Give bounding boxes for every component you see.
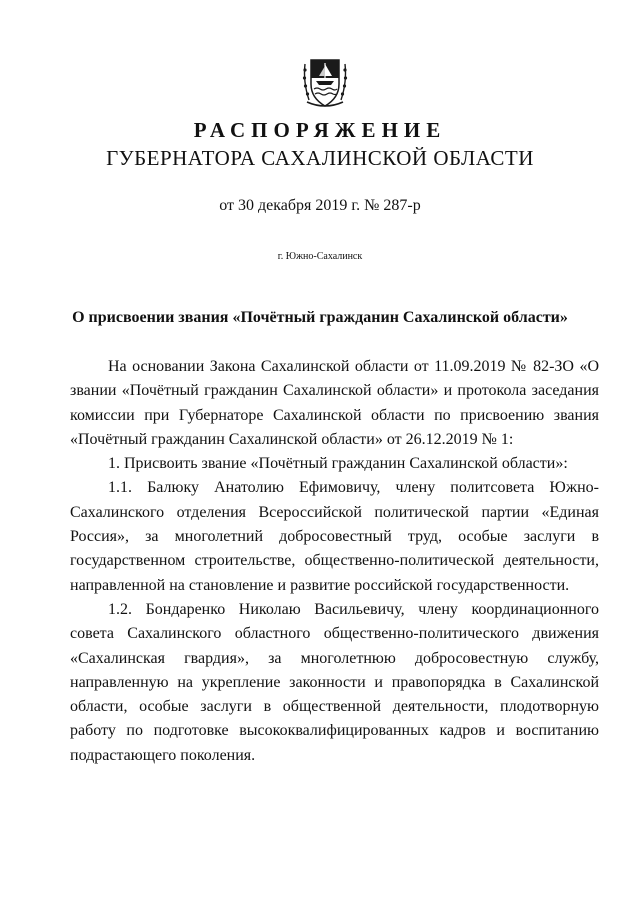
- document-issuer: ГУБЕРНАТОРА САХАЛИНСКОЙ ОБЛАСТИ: [106, 146, 534, 170]
- clause-1-1: 1.1. Балюку Анатолию Ефимовичу, члену политсовета Южно-Сахалинского отделения Всероссийской политической партии «Единая Россия», за многолетний добросовестный труд, особые заслуги в государственном строительстве, общественно-политической деятельности, направленной на становление и развитие российской государственности.: [70, 479, 599, 594]
- preamble-paragraph: На основании Закона Сахалинской области от 11.09.2019 № 82-ЗО «О звании «Почётный гражданин Сахалинской области» и протокола заседания комиссии при Губернаторе Сахалинской области по присвоению звания «Почётный гражданин Сахалинской области» от 26.12.2019 № 1:: [70, 358, 599, 448]
- document-city: г. Южно-Сахалинск: [277, 251, 363, 262]
- document-subject: О присвоении звания «Почётный гражданин Сахалинской области»: [72, 309, 568, 326]
- document-date-number: от 30 декабря 2019 г. № 287-р: [219, 197, 421, 214]
- document-title: РАСПОРЯЖЕНИЕ: [193, 118, 447, 142]
- clause-1-2: 1.2. Бондаренко Николаю Васильевичу, члену координационного совета Сахалинского областного общественно-политического движения «Сахалинская гвардия», за многолетнюю добросовестную службу, направленную на укрепление законности и правопорядка в Сахалинской области, особые заслуги в общественной деятельности, плодотворную работу по подготовке высококвалифицированных кадров и воспитанию подрастающего поколения.: [70, 600, 599, 764]
- document-body: [70, 355, 599, 768]
- coat-of-arms-icon: [301, 54, 349, 110]
- clause-1: 1. Присвоить звание «Почётный гражданин Сахалинской области»:: [108, 455, 568, 473]
